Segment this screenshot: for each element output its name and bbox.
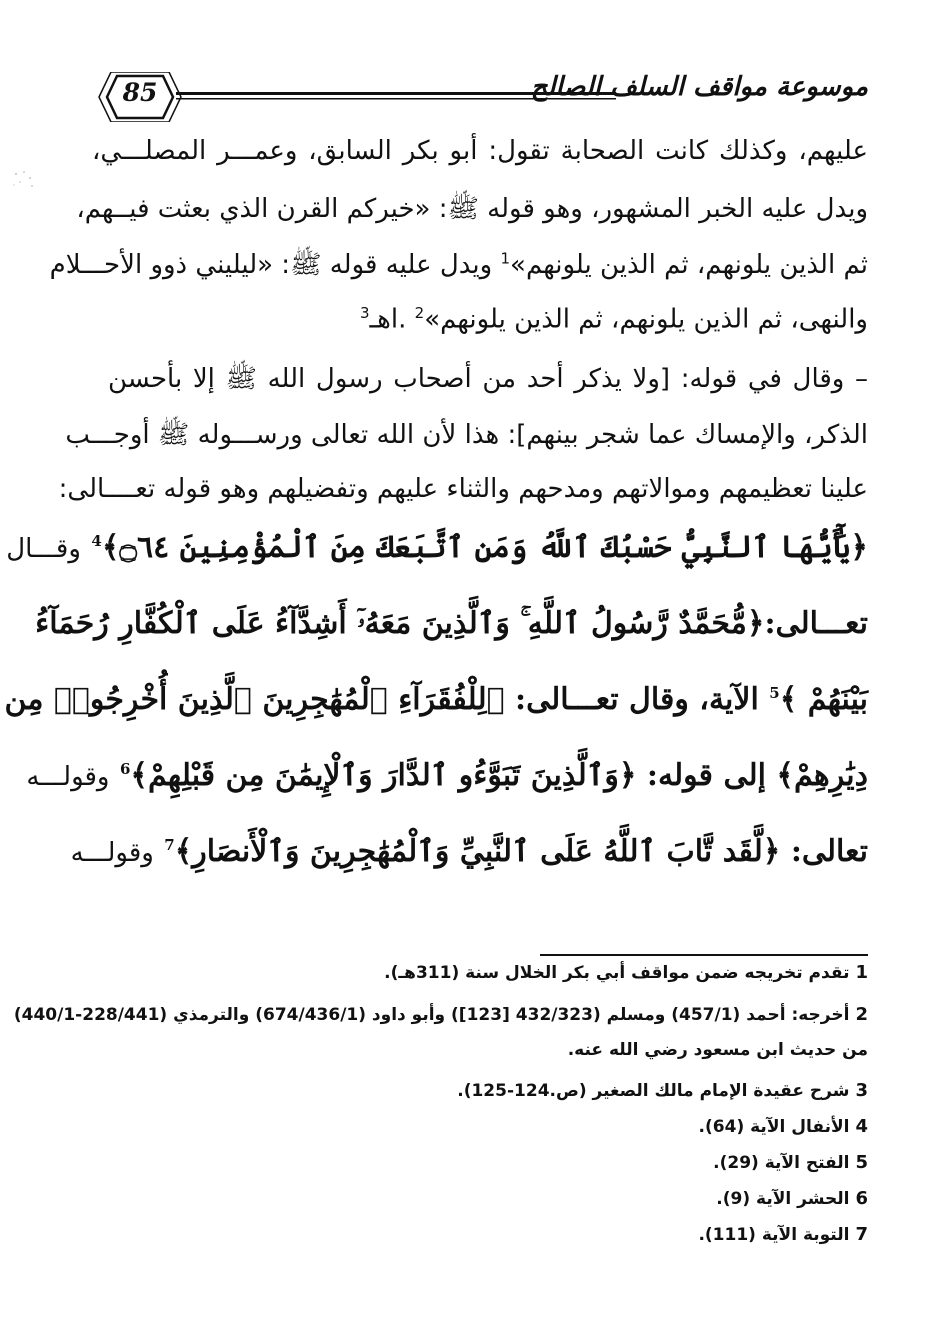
footnote-item: 3شرح عقيدة الإمام مالك الصغير (ص.124-125).	[457, 1080, 868, 1101]
footnote-item: 6الحشر الآية (9).	[716, 1188, 868, 1209]
footnote-item: 2أخرجه: أحمد (457/1) ومسلم (432/323 [123]) وأبو داود (674/436/1) والترمذي (228/441-440/1)	[13, 1004, 868, 1025]
verse-line: تعالى: ﴿لَّقَد تَّابَ ٱللَّهُ عَلَى ٱلنَّبِيِّ وَٱلْمُهَٰجِرِينَ وَٱلْأَنصَارِ﴾$^7$ وقولـــه	[70, 834, 868, 869]
footnote-ref: 5	[769, 684, 780, 702]
text-line: ثم الذين يلونهم، ثم الذين يلونهم»$^1$ ويدل عليه قوله ﷺ: «ليليني ذوو الأحـــلام	[49, 249, 868, 280]
footnote-ref: 6	[119, 760, 131, 778]
text-line: ويدل عليه الخبر المشهور، وهو قوله ﷺ: «خيركم القرن الذي بعثت فيــهم،	[76, 194, 868, 224]
verse-line: دِيَٰرِهِمْ﴾ إلى قوله: ﴿وَٱلَّذِينَ تَبَوَّءُو ٱلدَّارَ وَٱلْإِيمَٰنَ مِن قَبْلِهِمْ﴾$^6$ وقولـــه	[26, 758, 868, 793]
footnote-ref: 4	[91, 532, 102, 550]
verse-line: بَيْنَهُمْ ﴾$^5$ الآية، وقال تعـــالى: ﴿لِلْفُقَرَآءِ ٱلْمُهَٰجِرِينَ ٱلَّذِينَ أُخْرِجُوا۟ مِن	[4, 682, 868, 717]
text-line: والنهى، ثم الذين يلونهم، ثم الذين يلونهم»$^2$ .اهـ$^3$	[360, 304, 868, 335]
footnote-item: 5الفتح الآية (29).	[713, 1152, 868, 1173]
text-line: عليهم، وكذلك كانت الصحابة تقول: أبو بكر السابق، وعمـــر المصلـــي،	[92, 136, 868, 166]
text-line: علينا تعظيمهم وموالاتهم ومدحهم والثناء عليهم وتفضيلهم وهو قوله تعــــالى:	[58, 474, 868, 504]
footnote-ref: 7	[164, 836, 175, 854]
footnote-continuation: من حديث ابن مسعود رضي الله عنه.	[567, 1040, 868, 1060]
footnote-item: 4الأنفال الآية (64).	[698, 1116, 868, 1137]
text-line: – وقال في قوله: [ولا يذكر أحد من أصحاب رسول الله ﷺ إلا بأحسن	[108, 364, 868, 394]
footnote-ref: 2	[414, 304, 425, 322]
footnote-item: 1تقدم تخريجه ضمن مواقف أبي بكر الخلال سنة (311هـ).	[384, 962, 868, 983]
footnote-ref: 1	[500, 249, 511, 268]
text-line: الذكر، والإمساك عما شجر بينهم]: هذا لأن الله تعالى ورســـوله ﷺ أوجـــب	[65, 420, 868, 450]
running-title: موسوعة مواقف السلف الصالح	[530, 72, 868, 102]
footnote-item: 7التوبة الآية (111).	[698, 1224, 868, 1245]
footnote-ref: 3	[360, 304, 370, 322]
page-number: 85	[122, 78, 158, 107]
scan-speck-artifact	[10, 168, 38, 190]
verse-line: ﴿يَٰٓأَيُّهَا ٱلنَّبِيُّ حَسْبُكَ ٱللَّهُ وَمَنِ ٱتَّبَعَكَ مِنَ ٱلْمُؤْمِنِينَ ۝٦٤﴾$^4$ وقـــال	[6, 530, 868, 565]
footnote-separator	[540, 954, 868, 956]
verse-line: تعـــالى:﴿مُّحَمَّدٌ رَّسُولُ ٱللَّهِ ۚ وَٱلَّذِينَ مَعَهُۥٓ أَشِدَّآءُ عَلَى ٱلْكُفَّارِ رُحَمَآءُ	[35, 606, 868, 641]
